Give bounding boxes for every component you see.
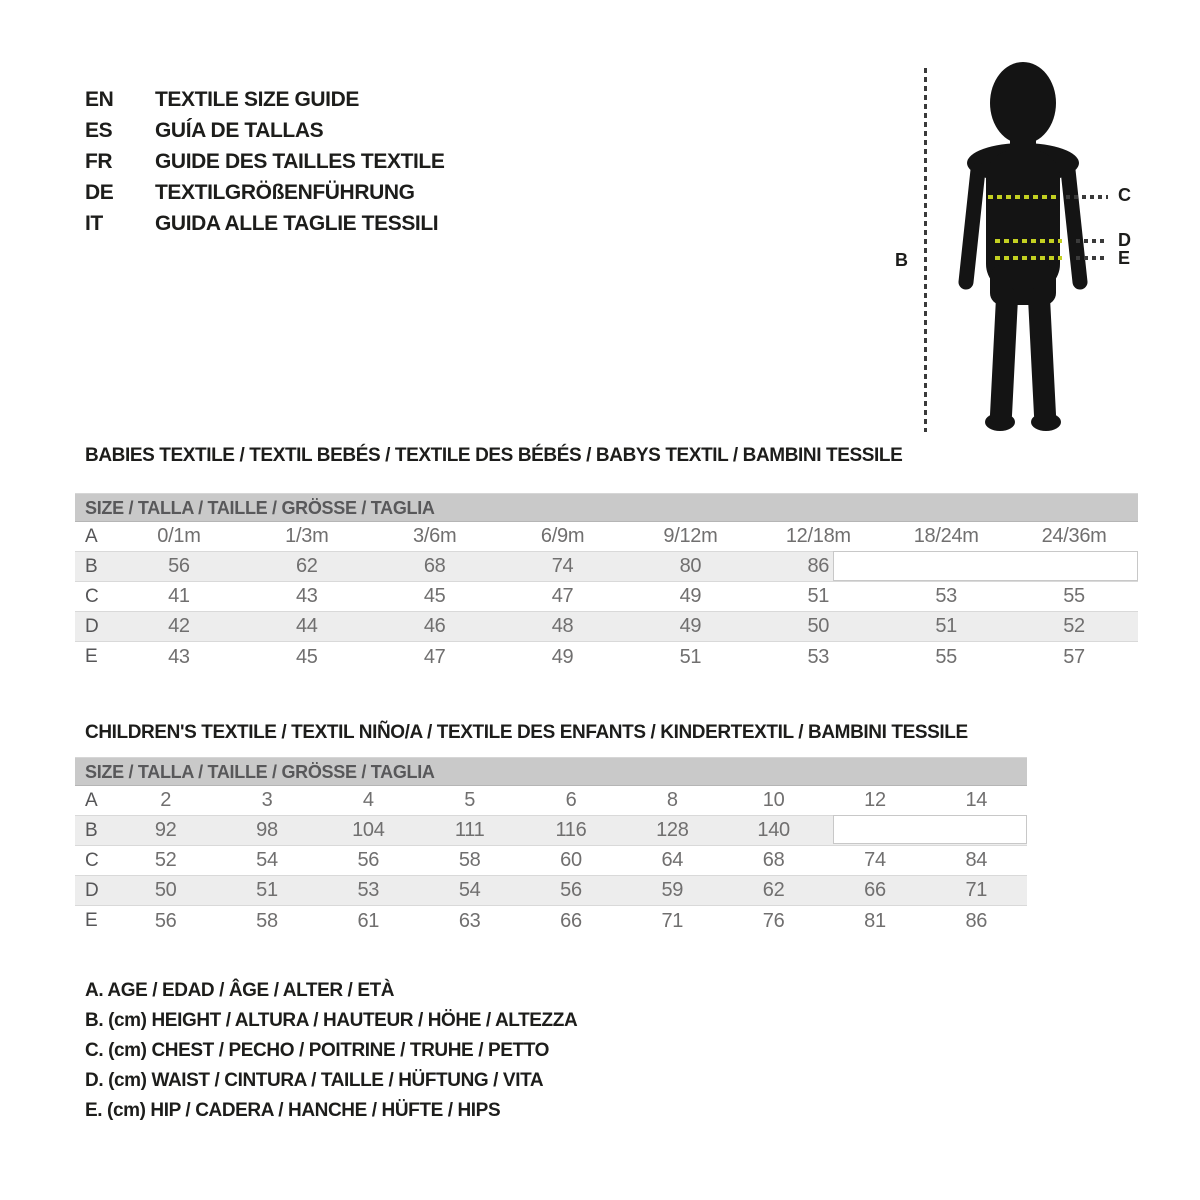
value-cell: 64 (661, 849, 684, 871)
waist-line-d-green (995, 239, 1062, 243)
value-cell: 54 (458, 879, 481, 901)
legend-line: E. (cm) HIP / CADERA / HANCHE / HÜFTE / HIPS (85, 1100, 501, 1121)
value-cell: 10 (762, 789, 785, 811)
value-cell: 3/6m (413, 525, 457, 547)
babies-section-title: BABIES TEXTILE / TEXTIL BEBÉS / TEXTILE DES BÉBÉS / BABYS TEXTIL / BAMBINI TESSILE (85, 445, 903, 466)
table-row (75, 906, 1027, 936)
figure-label-hip: E (1118, 248, 1131, 268)
language-code: IT (85, 211, 103, 235)
value-cell: 6 (565, 789, 577, 811)
value-cell: 46 (423, 615, 446, 637)
row-label-cell: E (85, 646, 98, 667)
language-row (85, 84, 444, 115)
value-cell: 66 (560, 909, 582, 932)
hip-line-e-green (995, 256, 1062, 260)
value-cell: 92 (154, 819, 177, 841)
row-label-cell: A (85, 525, 98, 547)
selection-highlight-babies (833, 551, 1138, 581)
value-cell: 56 (357, 849, 380, 871)
row-label-cell: D (85, 615, 99, 637)
height-line-b (924, 68, 927, 432)
children-size-table (75, 757, 1027, 936)
value-cell: 8 (666, 789, 678, 811)
value-cell: 56 (168, 555, 190, 577)
value-cell: 24/36m (1041, 525, 1107, 547)
value-cell: 47 (551, 585, 574, 607)
language-code: EN (85, 87, 114, 111)
language-label: GUÍA DE TALLAS (155, 118, 324, 142)
value-cell: 98 (256, 819, 278, 841)
language-label: GUIDE DES TAILLES TEXTILE (155, 149, 445, 173)
value-cell: 128 (656, 819, 689, 841)
row-label-cell: C (85, 585, 99, 607)
value-cell: 66 (864, 879, 886, 901)
legend-line: A. AGE / EDAD / ÂGE / ALTER / ETÀ (85, 980, 395, 1001)
value-cell: 63 (458, 909, 481, 932)
value-cell: 62 (762, 879, 785, 901)
value-cell: 52 (1063, 615, 1085, 637)
row-label-cell: C (85, 849, 99, 871)
table-row (75, 642, 1138, 672)
value-cell: 12 (864, 789, 886, 811)
value-cell: 74 (864, 849, 886, 871)
value-cell: 51 (679, 645, 702, 668)
row-label-cell: B (85, 555, 98, 577)
size-header-bar: SIZE / TALLA / TAILLE / GRÖSSE / TAGLIA (75, 757, 1027, 786)
measurement-legend (85, 976, 577, 1126)
value-cell: 49 (679, 615, 702, 637)
table-row (75, 612, 1138, 642)
language-row (85, 115, 444, 146)
language-code: ES (85, 118, 113, 142)
value-cell: 111 (454, 819, 485, 841)
value-cell: 2 (160, 789, 172, 811)
value-cell: 58 (458, 849, 481, 871)
table-row (75, 522, 1138, 552)
value-cell: 51 (807, 585, 830, 607)
waist-line-d-black (1076, 239, 1108, 243)
value-cell: 56 (154, 909, 177, 932)
value-cell: 104 (352, 819, 385, 841)
value-cell: 4 (362, 789, 374, 811)
value-cell: 55 (1063, 585, 1085, 607)
row-label-cell: B (85, 819, 98, 841)
value-cell: 12/18m (785, 525, 851, 547)
value-cell: 3 (261, 789, 273, 811)
value-cell: 1/3m (285, 525, 329, 547)
value-cell: 71 (965, 879, 988, 901)
table-row (75, 876, 1027, 906)
value-cell: 58 (256, 909, 278, 932)
value-cell: 74 (551, 555, 574, 577)
figure-label-chest: C (1118, 185, 1131, 205)
value-cell: 57 (1063, 645, 1085, 668)
children-section-title: CHILDREN'S TEXTILE / TEXTIL NIÑO/A / TEXTILE DES ENFANTS / KINDERTEXTIL / BAMBINI TESSILE (85, 722, 968, 743)
value-cell: 116 (555, 819, 587, 841)
language-label: TEXTILE SIZE GUIDE (155, 87, 359, 111)
legend-line: C. (cm) CHEST / PECHO / POITRINE / TRUHE / PETTO (85, 1040, 549, 1061)
value-cell: 62 (295, 555, 318, 577)
value-cell: 59 (661, 879, 684, 901)
table-row (75, 846, 1027, 876)
value-cell: 44 (295, 615, 318, 637)
value-cell: 42 (168, 615, 190, 637)
value-cell: 51 (256, 879, 278, 901)
value-cell: 61 (357, 909, 380, 932)
value-cell: 56 (560, 879, 582, 901)
value-cell: 48 (551, 615, 574, 637)
size-header-bar: SIZE / TALLA / TAILLE / GRÖSSE / TAGLIA (75, 493, 1138, 522)
figure-label-waist: D (1118, 230, 1131, 250)
figure-label-height: B (895, 250, 908, 270)
legend-line: B. (cm) HEIGHT / ALTURA / HAUTEUR / HÖHE / ALTEZZA (85, 1010, 578, 1031)
value-cell: 49 (551, 645, 574, 668)
value-cell: 43 (168, 645, 190, 668)
value-cell: 86 (965, 909, 988, 932)
value-cell: 45 (295, 645, 318, 668)
selection-highlight-children (833, 815, 1027, 844)
chest-line-c-green (988, 195, 1056, 199)
value-cell: 76 (762, 909, 785, 932)
value-cell: 51 (935, 615, 958, 637)
legend-line: D. (cm) WAIST / CINTURA / TAILLE / HÜFTUNG / VITA (85, 1070, 544, 1091)
value-cell: 0/1m (157, 525, 201, 547)
child-silhouette (940, 60, 1110, 435)
babies-size-table (75, 493, 1138, 672)
language-label: TEXTILGRÖßENFÜHRUNG (155, 180, 415, 204)
value-cell: 18/24m (913, 525, 979, 547)
value-cell: 41 (168, 585, 190, 607)
language-list (85, 84, 444, 239)
row-label-cell: A (85, 789, 98, 811)
value-cell: 81 (864, 909, 886, 932)
value-cell: 6/9m (540, 525, 585, 547)
chest-line-c-black (1066, 195, 1108, 199)
row-label-cell: E (85, 910, 98, 931)
children-table-rows (75, 786, 1027, 936)
language-row (85, 146, 444, 177)
value-cell: 86 (807, 555, 830, 577)
value-cell: 5 (464, 789, 476, 811)
value-cell: 45 (423, 585, 446, 607)
language-row (85, 208, 444, 239)
value-cell: 53 (807, 645, 830, 668)
value-cell: 68 (423, 555, 446, 577)
table-row (75, 786, 1027, 816)
row-label-cell: D (85, 879, 99, 901)
language-label: GUIDA ALLE TAGLIE TESSILI (155, 211, 439, 235)
value-cell: 14 (965, 789, 988, 811)
value-cell: 84 (965, 849, 988, 871)
value-cell: 53 (357, 879, 380, 901)
value-cell: 60 (560, 849, 582, 871)
value-cell: 47 (423, 645, 446, 668)
value-cell: 50 (807, 615, 830, 637)
value-cell: 53 (935, 585, 958, 607)
value-cell: 54 (256, 849, 278, 871)
value-cell: 49 (679, 585, 702, 607)
babies-table-rows (75, 522, 1138, 672)
value-cell: 55 (935, 645, 958, 668)
value-cell: 140 (757, 819, 790, 841)
value-cell: 50 (154, 879, 177, 901)
value-cell: 52 (154, 849, 177, 871)
value-cell: 43 (295, 585, 318, 607)
language-code: FR (85, 149, 113, 173)
hip-line-e-black (1076, 256, 1108, 260)
language-row (85, 177, 444, 208)
value-cell: 68 (762, 849, 785, 871)
table-row (75, 582, 1138, 612)
value-cell: 9/12m (663, 525, 718, 547)
language-code: DE (85, 180, 114, 204)
value-cell: 80 (679, 555, 702, 577)
value-cell: 71 (661, 909, 684, 932)
